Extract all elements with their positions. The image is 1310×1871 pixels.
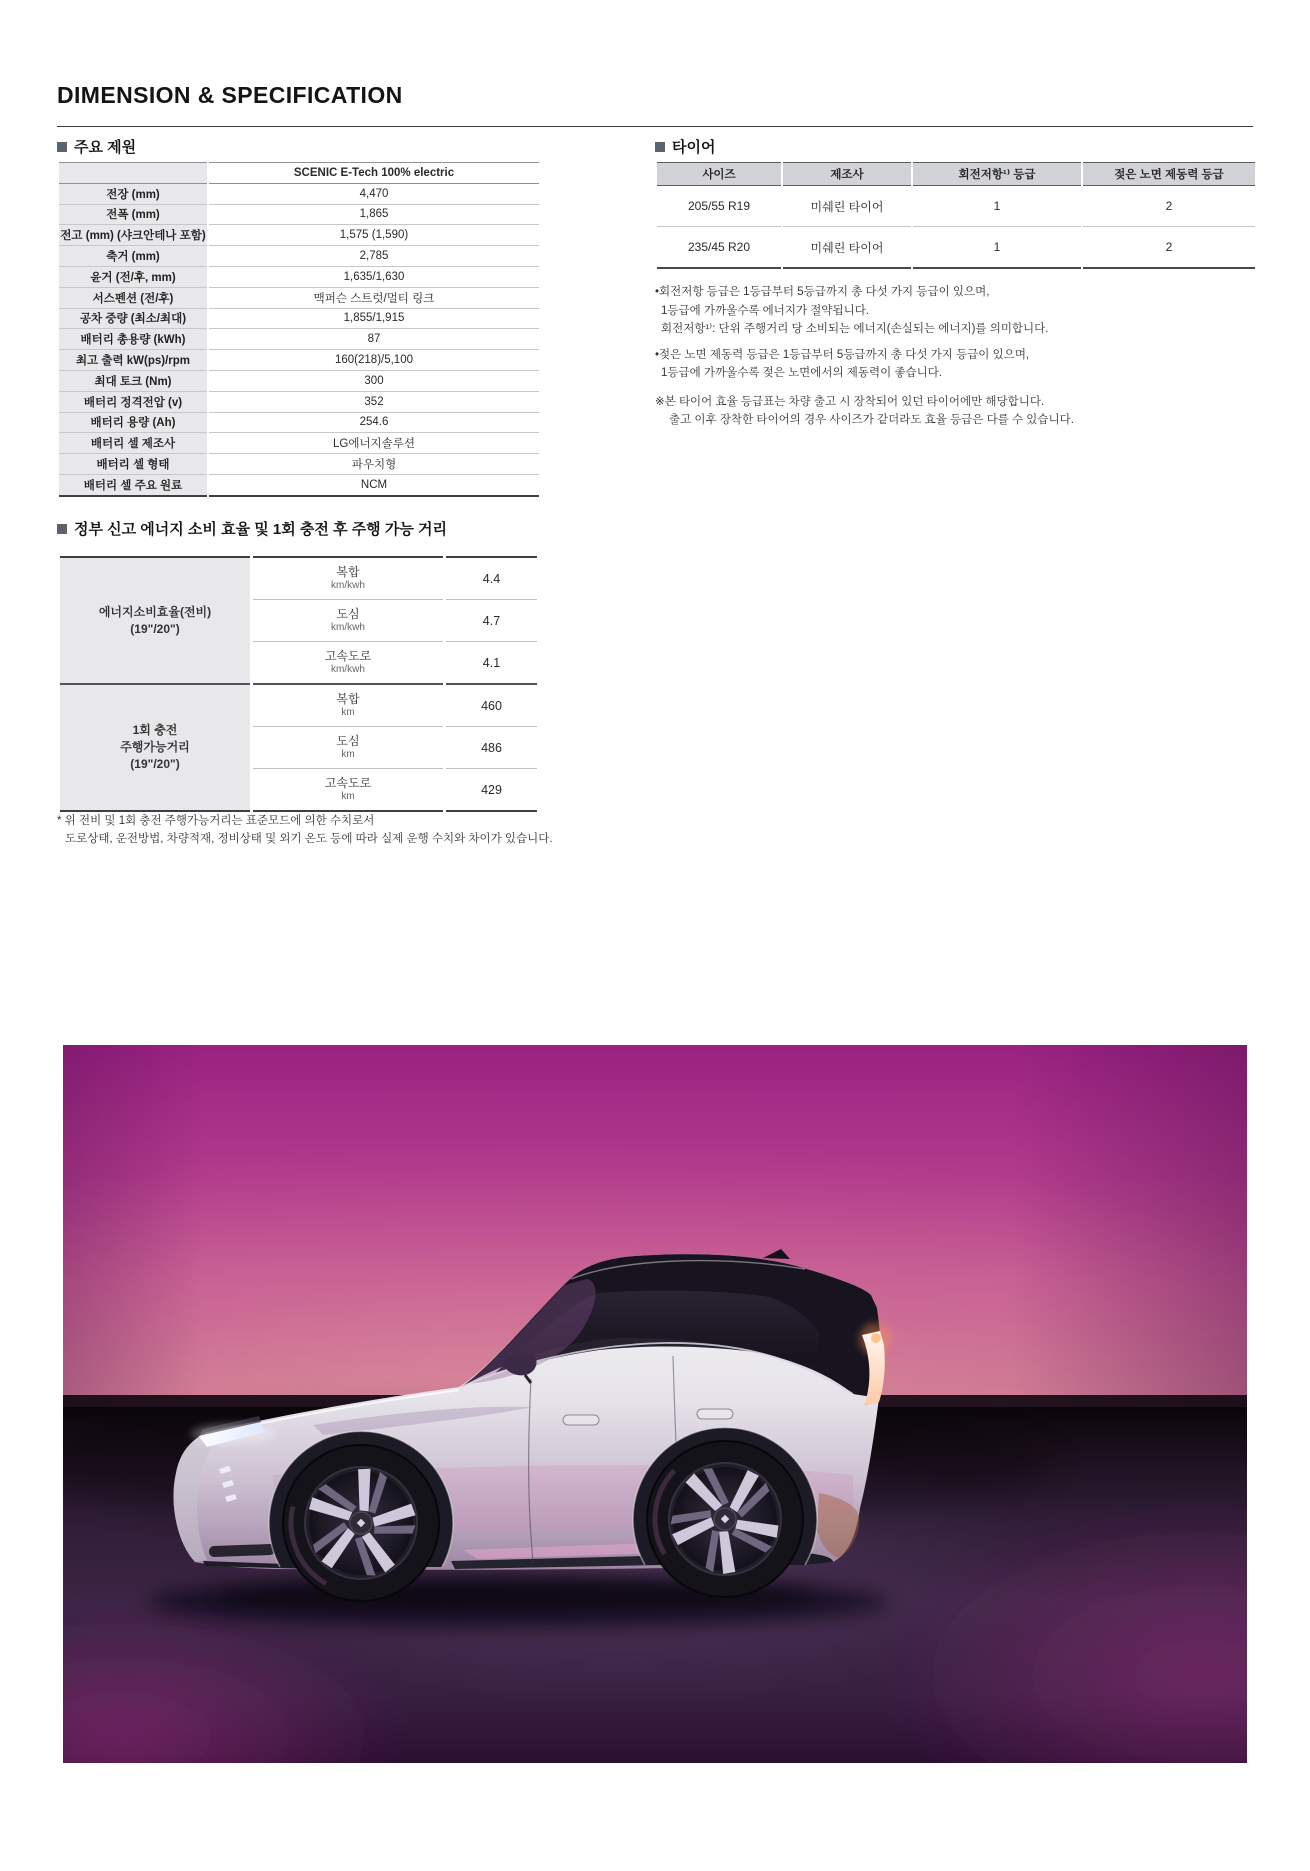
- tire-row: 235/45 R20 미쉐린 타이어 1 2: [657, 227, 1255, 269]
- table-row: 전장 (mm) 4,470: [59, 184, 539, 205]
- energy-condition-cell: 고속도로 km: [253, 769, 443, 812]
- table-row: 서스펜션 (전/후) 맥퍼슨 스트럿/멀티 링크: [59, 288, 539, 309]
- energy-table: [57, 556, 540, 812]
- energy-footnote: * 위 전비 및 1회 충전 주행가능거리는 표준모드에 의한 수치로서 도로상태, 운전방법, 차량적재, 정비상태 및 외기 온도 등에 따라 실제 운행 수치와 차이가 있습니다.: [57, 815, 553, 845]
- hero-image-scenic-side-view: [63, 1045, 1247, 1763]
- table-header-row: [59, 162, 539, 184]
- tire-row: 205/55 R19 미쉐린 타이어 1 2: [657, 186, 1255, 227]
- table-row: 최대 토크 (Nm) 300: [59, 371, 539, 392]
- table-header-row: 사이즈 제조사 회전저항¹⁾ 등급 젖은 노면 제동력 등급: [657, 162, 1255, 186]
- spec-header-model-cell: SCENIC E-Tech 100% electric: [209, 162, 539, 184]
- energy-value-cell: 486: [446, 727, 537, 769]
- section-bullet-icon: [57, 524, 67, 534]
- energy-group-label: 에너지소비효율(전비) (19"/20"): [60, 556, 250, 685]
- section-header-tire: [655, 136, 715, 157]
- section-header-energy: [57, 518, 447, 539]
- spec-header-empty-cell: [59, 162, 207, 184]
- energy-row: [60, 556, 537, 600]
- section-title: 정부 신고 에너지 소비 효율 및 1회 충전 후 주행 가능 거리: [74, 521, 447, 538]
- energy-condition-cell: 도심 km: [253, 727, 443, 769]
- table-row: 최고 출력 kW(ps)/rpm 160(218)/5,100: [59, 350, 539, 371]
- door-handle: [563, 1415, 599, 1425]
- table-row: 배터리 셀 제조사 LG에너지솔루션: [59, 433, 539, 454]
- energy-condition-cell: 복합 km/kwh: [253, 556, 443, 600]
- energy-value-cell: 429: [446, 769, 537, 812]
- door-handle: [697, 1409, 733, 1419]
- table-row: 축거 (mm) 2,785: [59, 246, 539, 267]
- table-row: 배터리 셀 주요 원료 NCM: [59, 475, 539, 497]
- energy-value-cell: 4.7: [446, 600, 537, 642]
- energy-value-cell: 4.1: [446, 642, 537, 685]
- table-row: 윤거 (전/후, mm) 1,635/1,630: [59, 267, 539, 288]
- table-row: 배터리 정격전압 (v) 352: [59, 392, 539, 413]
- energy-value-cell: 460: [446, 685, 537, 727]
- tire-notes: [655, 283, 1253, 437]
- main-spec-table: [57, 162, 541, 497]
- title-divider: [57, 126, 1253, 127]
- table-row: 전고 (mm) (샤크안테나 포함) 1,575 (1,590): [59, 225, 539, 246]
- tire-table: [655, 162, 1257, 269]
- energy-row: [60, 685, 537, 727]
- energy-group-label: 1회 충전 주행가능거리 (19"/20"): [60, 685, 250, 812]
- section-bullet-icon: [655, 142, 665, 152]
- section-bullet-icon: [57, 142, 67, 152]
- section-header-main-spec: [57, 136, 136, 157]
- tire-note-disclaimer: ※본 타이어 효율 등급표는 차량 출고 시 장착되어 있던 타이어에만 해당합니다. 출고 이후 장착한 타이어의 경우 사이즈가 같더라도 효율 등급은 다를 수 있습니다.: [655, 395, 1074, 426]
- page-title: DIMENSION & SPECIFICATION: [57, 82, 403, 108]
- energy-condition-cell: 도심 km/kwh: [253, 600, 443, 642]
- table-row: 배터리 총용량 (kWh) 87: [59, 329, 539, 350]
- tire-note-rolling-resistance: •회전저항 등급은 1등급부터 5등급까지 총 다섯 가지 등급이 있으며, 1등급에 가까울수록 에너지가 절약됩니다. 회전저항¹⁾: 단위 주행거리 당 소비되는 에너지(손실되는 에너지)를 의미합니다.: [655, 286, 1049, 335]
- table-row: 공차 중량 (최소/최대) 1,855/1,915: [59, 309, 539, 330]
- energy-condition-cell: 고속도로 km/kwh: [253, 642, 443, 685]
- tire-note-wet-grip: •젖은 노면 제동력 등급은 1등급부터 5등급까지 총 다섯 가지 등급이 있으며, 1등급에 가까울수록 젖은 노면에서의 제동력이 좋습니다.: [655, 348, 1030, 379]
- section-title: 주요 제원: [74, 139, 137, 156]
- energy-value-cell: 4.4: [446, 556, 537, 600]
- section-title: 타이어: [672, 139, 716, 156]
- table-row: 배터리 셀 형태 파우치형: [59, 454, 539, 475]
- table-row: 배터리 용량 (Ah) 254.6: [59, 413, 539, 434]
- table-row: 전폭 (mm) 1,865: [59, 205, 539, 226]
- energy-condition-cell: 복합 km: [253, 685, 443, 727]
